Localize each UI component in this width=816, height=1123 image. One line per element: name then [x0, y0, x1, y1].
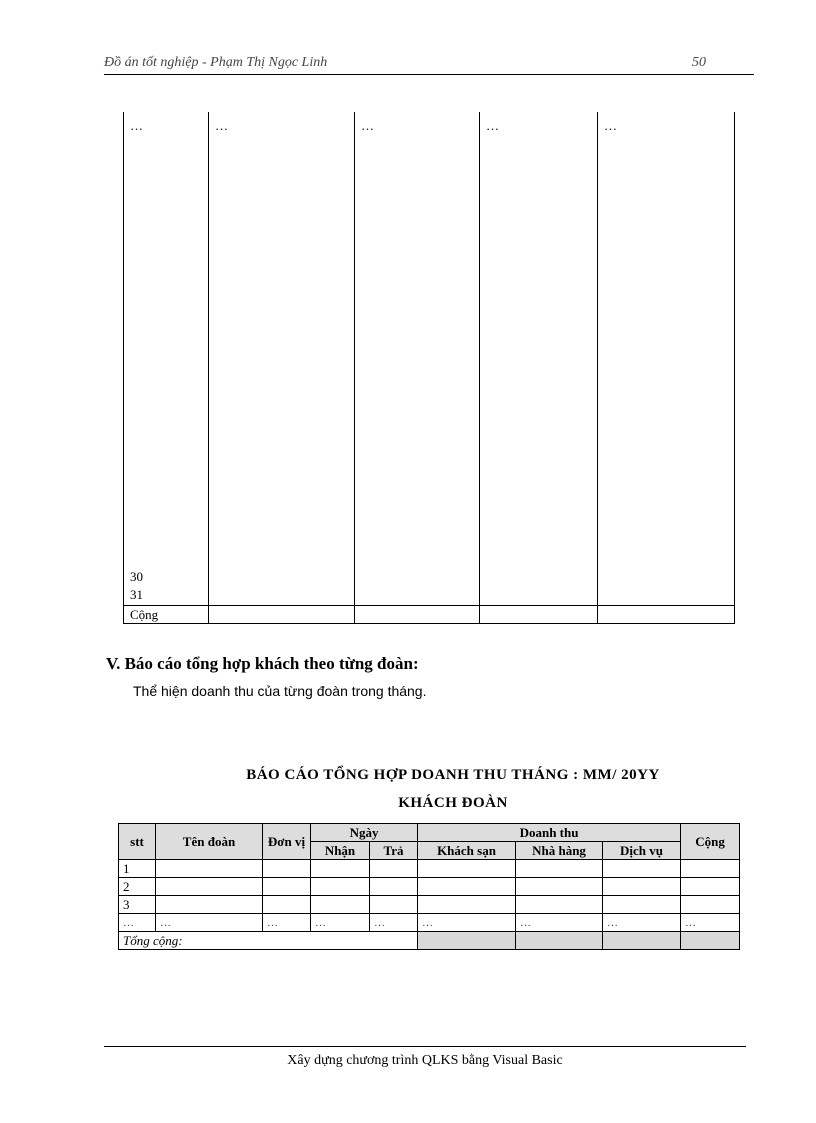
ellipsis: … [215, 118, 228, 133]
report-subtitle: KHÁCH ĐOÀN [398, 795, 508, 811]
ellipsis: … [130, 118, 143, 133]
col-dich-vu: Dịch vụ [603, 842, 681, 860]
page-footer: Xây dựng chương trình QLKS bằng Visual Basic [104, 1046, 746, 1069]
ellipsis: … [361, 118, 374, 133]
continuation-table [123, 112, 735, 624]
col-ngay: Ngày [311, 824, 418, 842]
col-tra: Trả [370, 842, 418, 860]
page-header [104, 54, 754, 75]
row-30-label: 30 [130, 569, 143, 584]
header-title: Đồ án tốt nghiệp - Phạm Thị Ngọc Linh [104, 55, 328, 70]
report-title: BÁO CÁO TỔNG HỢP DOANH THU THÁNG : MM/ 20YY [246, 767, 660, 783]
group-revenue-table [118, 823, 740, 950]
table-row: 3 [119, 896, 740, 914]
ellipsis: … [604, 118, 617, 133]
total-row [124, 606, 735, 624]
header-row-1 [119, 824, 740, 842]
table-row-ellipsis: … … … … … … … … … [119, 914, 740, 932]
col-khach-san: Khách sạn [418, 842, 516, 860]
total-label: Cộng [124, 606, 209, 624]
col-stt: stt [119, 824, 156, 860]
row-31-label: 31 [130, 587, 143, 602]
table-body-row [124, 112, 735, 606]
col-doanh-thu: Doanh thu [418, 824, 681, 842]
page-number: 50 [692, 55, 706, 70]
col-cong: Cộng [681, 824, 740, 860]
ellipsis: … [486, 118, 499, 133]
section-heading: V. Báo cáo tổng hợp khách theo từng đoàn: [106, 654, 419, 673]
col-don-vi: Đơn vị [263, 824, 311, 860]
table-row: 1 [119, 860, 740, 878]
grand-total-label: Tổng cộng: [119, 932, 418, 950]
col-ten-doan: Tên đoàn [156, 824, 263, 860]
grand-total-row [119, 932, 740, 950]
table-row: 2 [119, 878, 740, 896]
col-nhan: Nhận [311, 842, 370, 860]
section-description: Thể hiện doanh thu của từng đoàn trong tháng. [133, 683, 427, 699]
col-nha-hang: Nhà hàng [516, 842, 603, 860]
